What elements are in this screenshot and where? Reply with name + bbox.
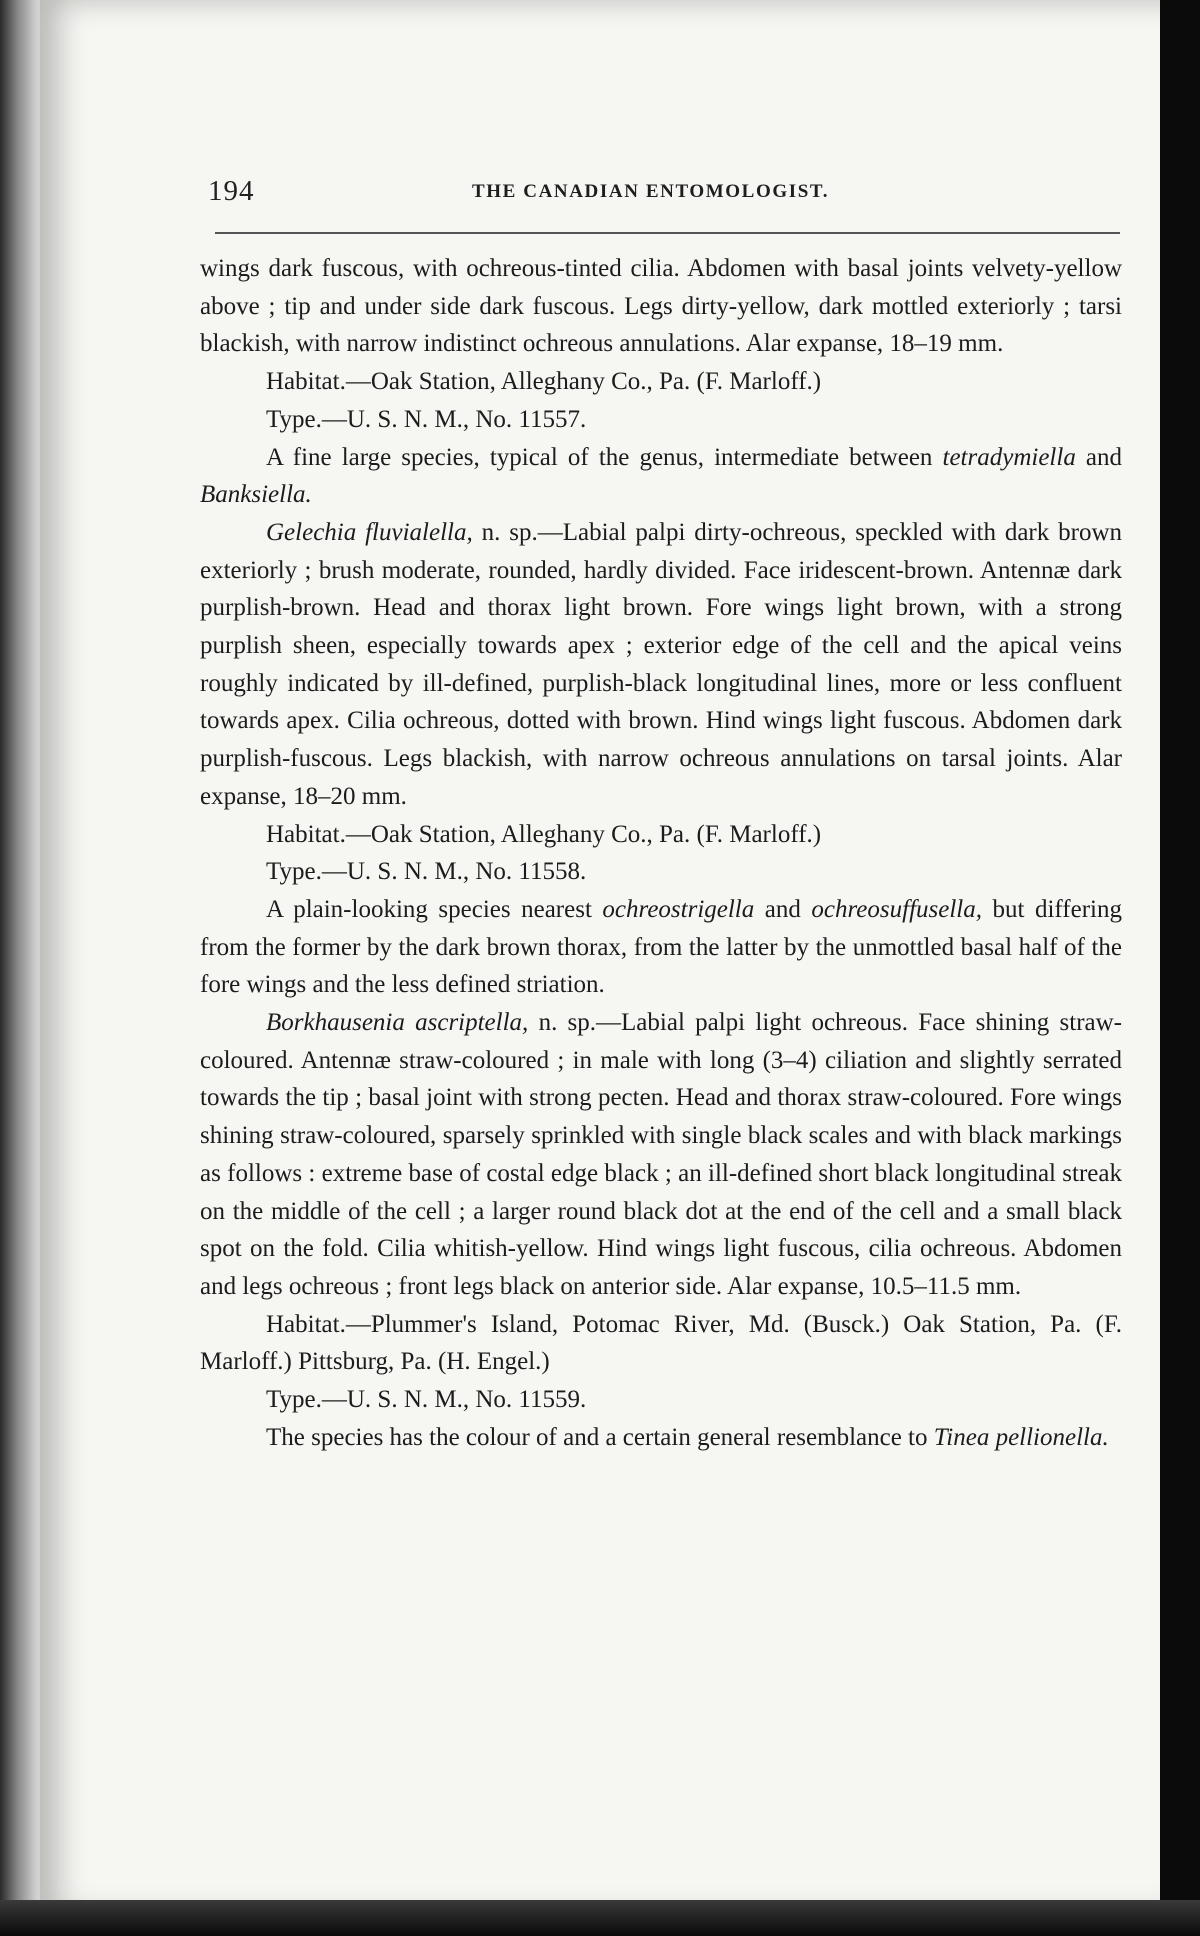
type-line: Type.—U. S. N. M., No. 11558. bbox=[266, 858, 587, 886]
species-heading: Borkhausenia ascriptella, bbox=[266, 1009, 529, 1037]
habitat-line: Habitat.—Plummer's Island, Potomac River, Md. (Busck.) Oak Station, Pa. (F. Marloff.) Pittsburg, Pa. (H. Engel.) bbox=[200, 1310, 1122, 1376]
remarks-paragraph: A fine large species, typical of the genus, intermediate between tetradymiella and Banksiella. bbox=[200, 443, 1123, 509]
remarks-paragraph: The species has the colour of and a certain general resemblance to Tinea pellionella. bbox=[266, 1423, 1109, 1451]
species-name: tetradymiella bbox=[942, 443, 1076, 471]
page-header bbox=[208, 175, 1123, 215]
species-name: ochreosuffusella, bbox=[811, 895, 982, 923]
remarks-paragraph: A plain-looking species nearest ochreostrigella and ochreosuffusella, but differing from the former by the dark brown thorax, from the latter by the unmottled basal half of the fore wings and the less defined striation. bbox=[200, 895, 1122, 999]
scan-right-edge bbox=[1160, 0, 1200, 1936]
species-name: Tinea pellionella. bbox=[933, 1423, 1109, 1451]
page-number: 194 bbox=[208, 175, 255, 207]
type-line: Type.—U. S. N. M., No. 11557. bbox=[266, 405, 587, 433]
header-rule bbox=[215, 232, 1120, 234]
species-name: Banksiella. bbox=[200, 481, 312, 509]
paragraph-continuation: wings dark fuscous, with ochreous-tinted cilia. Abdomen with basal joints velvety-yellow above ; tip and under side dark fuscous. Legs dirty-yellow, dark mottled exteriorly ; tarsi blackish, with narrow indistinct ochreous annulations. Alar expanse, 18–19 mm. bbox=[200, 255, 1122, 358]
running-head: THE CANADIAN ENTOMOLOGIST. bbox=[472, 181, 830, 202]
type-line: Type.—U. S. N. M., No. 11559. bbox=[266, 1386, 587, 1414]
habitat-line: Habitat.—Oak Station, Alleghany Co., Pa. (F. Marloff.) bbox=[266, 820, 822, 848]
species-description: Borkhausenia ascriptella, n. sp.—Labial palpi light ochreous. Face shining straw-coloured. Antennæ straw-coloured ; in male with long (3–4) ciliation and slightly serrated towards the tip ; basal joint with strong pecten. Head and thorax straw-coloured. Fore wings shining straw-coloured, sparsely sprinkled with single black scales and with black markings as follows : extreme base of costal edge black ; an ill-defined short black longitudinal streak on the middle of the cell ; a larger round black dot at the end of the cell and a small black spot on the fold. Cilia whitish-yellow. Hind wings light fuscous, cilia ochreous. Abdomen and legs ochreous ; front legs black on anterior side. Alar expanse, 10.5–11.5 mm. bbox=[200, 1009, 1122, 1300]
body-text bbox=[200, 250, 1122, 1457]
species-name: ochreostrigella bbox=[602, 895, 755, 923]
species-description: Gelechia fluvialella, n. sp.—Labial palpi dirty-ochreous, speckled with dark brown exteriorly ; brush moderate, rounded, hardly divided. Face iridescent-brown. Antennæ dark purplish-brown. Head and thorax light brown. Fore wings light brown, with a strong purplish sheen, especially towards apex ; exterior edge of the cell and the apical veins roughly indicated by ill-defined, purplish-black longitudinal lines, more or less confluent towards apex. Cilia ochreous, dotted with brown. Hind wings light fuscous. Abdomen dark purplish-fuscous. Legs blackish, with narrow ochreous annulations on tarsal joints. Alar expanse, 18–20 mm. bbox=[200, 518, 1123, 810]
habitat-line: Habitat.—Oak Station, Alleghany Co., Pa. (F. Marloff.) bbox=[266, 368, 822, 396]
scan-bottom-edge bbox=[0, 1900, 1200, 1936]
species-heading: Gelechia fluvialella, bbox=[266, 518, 473, 546]
